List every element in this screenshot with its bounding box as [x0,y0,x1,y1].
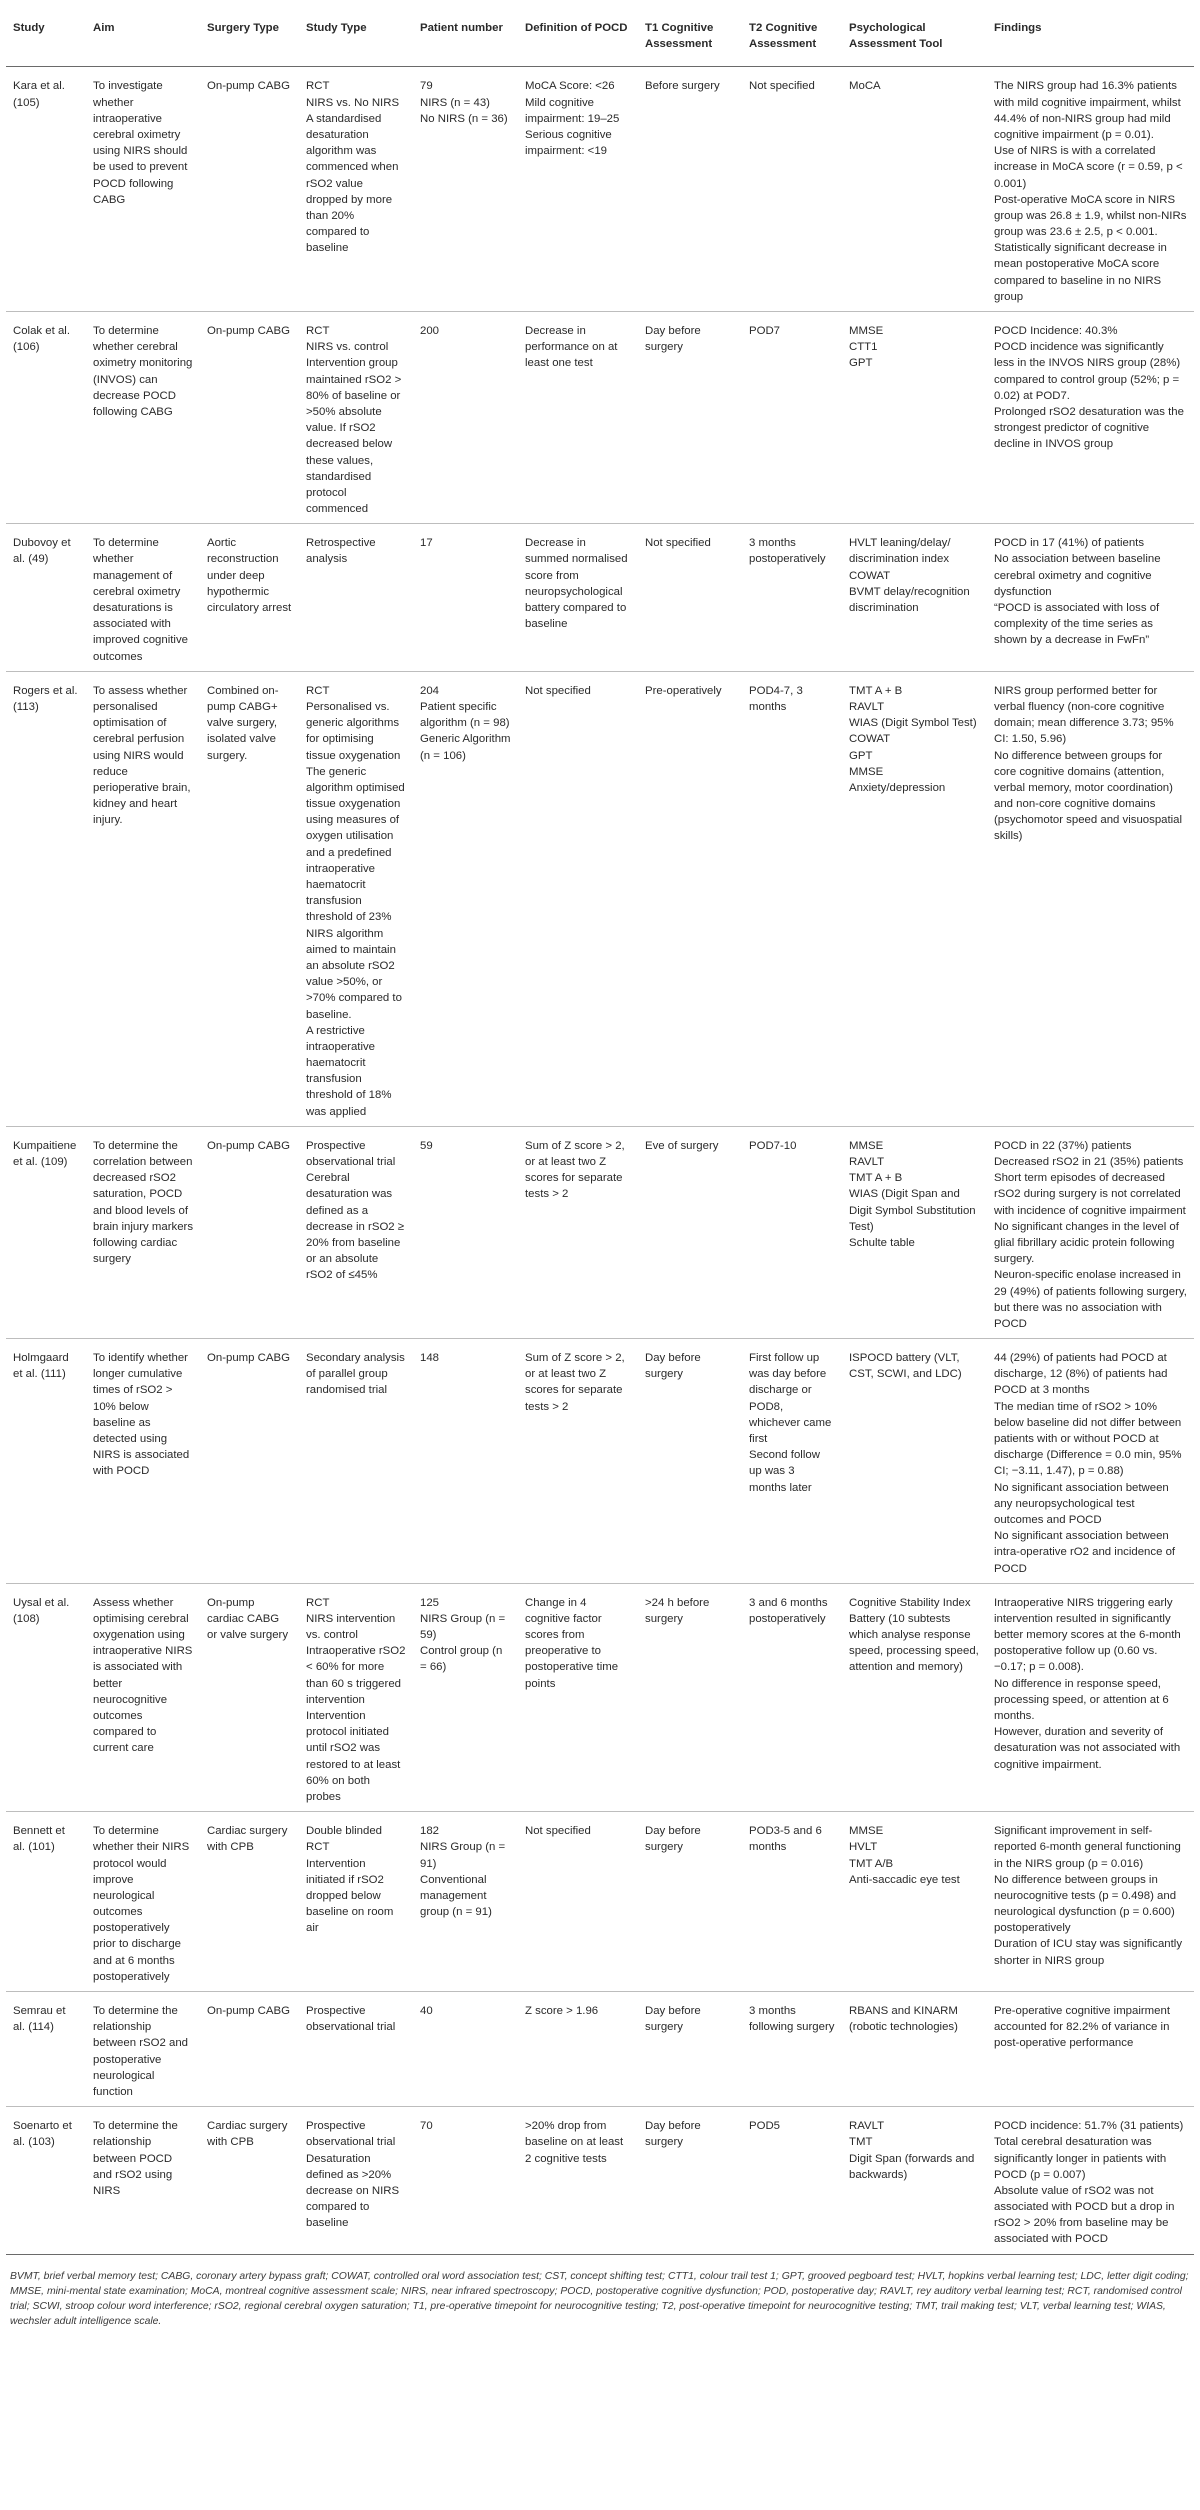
assessment-tool-cell-line: TMT A + B [849,684,903,697]
aim-cell-line: To determine the relationship between POCD and rSO2 using NIRS [93,2120,178,2197]
t2-assessment-cell [742,671,842,1126]
study-type-cell-line: Intraoperative rSO2 < 60% for more than 60 s triggered intervention [306,1645,406,1706]
study-type-cell-line: Retrospective analysis [306,537,376,566]
t2-assessment-cell-line: 3 months following surgery [749,2005,835,2034]
surgery-type-cell [200,1126,299,1338]
surgery-type-cell-line: On-pump CABG [207,1352,290,1365]
patient-number-cell-line: 70 [420,2120,433,2133]
aim-cell-line: To assess whether personalised optimisation of cerebral perfusion using NIRS would reduce perioperative brain, kidney and heart injury. [93,684,191,827]
patient-number-cell [413,67,518,312]
assessment-tool-cell-line: RAVLT [849,2120,885,2133]
t1-assessment-cell-line: Before surgery [645,80,720,93]
surgery-type-cell [200,524,299,672]
aim-cell-line: To determine whether their NIRS protocol would improve neurological outcomes postoperatively prior to discharge and at 6 months postoperatively [93,1825,190,1983]
findings-cell-line: Decreased rSO2 in 21 (35%) patients [994,1156,1184,1168]
study-type-cell-line: RCT [306,325,330,337]
study-cell-line: Bennett et al. (101) [13,1825,65,1854]
findings-cell [987,1992,1194,2107]
t2-assessment-cell [742,67,842,312]
t2-assessment-cell-line: Not specified [749,80,815,93]
study-type-cell-line: The generic algorithm optimised tissue oxygenation using measures of oxygen utilisation and a predefined intraoperative haematocrit transfusion threshold of 23% [306,765,405,924]
assessment-tool-cell [842,1992,987,2107]
assessment-tool-cell-line: COWAT [849,733,891,746]
t2-assessment-cell-line: First follow up was day before discharge or POD8, whichever came first [749,1352,832,1445]
pocd-definition-cell [518,1339,638,1584]
patient-number-cell-line: 40 [420,2005,433,2017]
patient-number-cell-line: NIRS (n = 43) [420,96,490,109]
pocd-definition-cell-line: Mild cognitive impairment: 19–25 [525,96,620,125]
surgery-type-cell [200,1583,299,1811]
findings-cell-line: No difference between groups in neurocognitive tests (p = 0.498) and neurological dysfunction (p = 0.600) postoperatively [994,1873,1177,1935]
table-footnote: BVMT, brief verbal memory test; CABG, coronary artery bypass graft; COWAT, controlled oral word association test; CST, concept shifting test; CTT1, colour trail test 1; GPT, grooved pegboard test; HVLT, hopkins verbal learning test; LDC, letter digit coding; MMSE, mini-mental state examination; MoCA, montreal cognitive assessment scale; NIRS, near infrared spectroscopy; POCD, postoperative cognitive dysfunction; POD, postoperative day; RAVLT, rey auditory verbal learning test; RCT, randomised control trial; SCWI, stroop colour word interference; rSO2, regional cerebral oxygen saturation; T1, pre-operative timepoint for neurocognitive testing; T2, post-operative timepoint for neurocognitive testing; TMT, trail making test; VLT, verbal learning test; WIAS, wechsler adult intelligence scale. [10,2270,1189,2327]
surgery-type-cell-line: Combined on-pump CABG+ valve surgery, isolated valve surgery. [207,684,279,762]
study-type-cell-line: A restrictive intraoperative haematocrit transfusion threshold of 18% was applied [306,1024,392,1118]
study-type-cell-line: RCT [306,80,330,93]
findings-cell-line: Post-operative MoCA score in NIRS group was 26.8 ± 1.9, whilst non-NIRs group was 23.6 ± 2.5, p < 0.001. [994,193,1187,239]
assessment-tool-cell-line: RAVLT [849,1156,885,1168]
study-type-cell-line: Prospective observational trial [306,2005,396,2034]
findings-cell-line: POCD in 17 (41%) of patients [994,537,1145,550]
assessment-tool-cell-line: TMT [849,2136,873,2149]
study-type-cell [299,1126,413,1338]
table-row [6,1812,1194,1992]
surgery-type-cell-line: On-pump CABG [207,2005,290,2017]
pocd-definition-cell [518,1583,638,1811]
findings-cell-line: No significant changes in the level of glial fibrillary acidic protein following surgery. [994,1220,1179,1266]
findings-cell [987,1339,1194,1584]
aim-cell-line: To determine the correlation between decreased rSO2 saturation, POCD and blood levels of brain injury markers following cardiac surgery [93,1139,194,1266]
findings-cell-line: Use of NIRS is with a correlated increase in MoCA score (r = 0.59, p < 0.001) [994,145,1183,190]
study-type-cell-line: RCT [306,684,330,697]
table-row [6,671,1194,1126]
t2-assessment-cell-line: Second follow up was 3 months later [749,1449,820,1494]
table-header [6,0,1194,67]
assessment-tool-cell-line: Cognitive Stability Index Battery (10 subtests which analyse response speed, processing speed, attention and memory) [849,1596,979,1674]
findings-cell-line: POCD incidence was significantly less in the INVOS NIRS group (28%) compared to control group (52%; p = 0.02) at POD7. [994,341,1181,402]
aim-cell-line: To investigate whether intraoperative cerebral oximetry using NIRS should be used to prevent POCD following CABG [93,80,188,206]
study-type-cell-line: NIRS intervention vs. control [306,1612,396,1642]
aim-cell-line: Assess whether optimising cerebral oxygenation using intraoperative NIRS is associated with better neurocognitive outcomes compared to current care [93,1596,193,1755]
patient-number-cell-line: 148 [420,1352,440,1365]
patient-number-cell [413,312,518,524]
t2-assessment-cell [742,1583,842,1811]
column-header-aim: Aim [86,0,200,67]
patient-number-cell-line: NIRS Group (n = 59) [420,1612,506,1642]
study-cell-line: Kara et al. (105) [13,80,65,109]
findings-cell-line: The median time of rSO2 > 10% below baseline did not differ between patients with or without POCD at discharge (Difference = 0.0 min, 95% CI; −3.11, 1.47), p = 0.88) [994,1400,1182,1478]
study-type-cell [299,1992,413,2107]
study-type-cell [299,1339,413,1584]
header-row [6,0,1194,67]
findings-cell-line: No difference in response speed, processing speed, or attention at 6 months. [994,1677,1169,1722]
study-cell [6,2107,86,2255]
assessment-tool-cell-line: Schulte table [849,1236,915,1249]
patient-number-cell-line: 182 [420,1825,440,1838]
assessment-tool-cell [842,2107,987,2255]
t1-assessment-cell-line: Day before surgery [645,1352,701,1381]
t1-assessment-cell-line: Day before surgery [645,2005,701,2034]
assessment-tool-cell-line: MMSE [849,325,884,337]
study-cell [6,67,86,312]
patient-number-cell-line: 200 [420,325,440,337]
surgery-type-cell-line: On-pump CABG [207,1139,290,1152]
table-body [6,67,1194,2254]
assessment-tool-cell-line: MMSE [849,1139,884,1152]
findings-cell-line: Duration of ICU stay was significantly shorter in NIRS group [994,1938,1183,1967]
patient-number-cell-line: 59 [420,1139,433,1152]
pocd-definition-cell-line: MoCA Score: <26 [525,80,615,93]
t1-assessment-cell-line: Pre-operatively [645,684,722,697]
assessment-tool-cell-line: MMSE [849,1825,884,1838]
t1-assessment-cell [638,524,742,672]
pocd-definition-cell-line: Not specified [525,684,591,697]
t2-assessment-cell [742,1812,842,1992]
assessment-tool-cell-line: COWAT [849,569,891,582]
patient-number-cell-line: NIRS Group (n = 91) [420,1841,506,1870]
pocd-definition-cell-line: Change in 4 cognitive factor scores from preoperative to postoperative time points [525,1596,619,1690]
study-cell-line: Dubovoy et al. (49) [13,537,71,566]
patient-number-cell-line: 125 [420,1596,440,1609]
patient-number-cell [413,1812,518,1992]
t2-assessment-cell-line: 3 and 6 months postoperatively [749,1596,828,1625]
findings-cell-line: Neuron-specific enolase increased in 29 (49%) of patients following surgery, but there was no association with POCD [994,1269,1187,1330]
assessment-tool-cell-line: Anti-saccadic eye test [849,1873,960,1886]
study-type-cell [299,524,413,672]
study-cell-line: Soenarto et al. (103) [13,2120,72,2149]
surgery-type-cell [200,1812,299,1992]
findings-cell-line: “POCD is associated with loss of complexity of the time series as shown by a decrease in FwFn” [994,602,1160,647]
study-type-cell-line: Intervention initiated if rSO2 dropped below baseline on room air [306,1857,394,1935]
t2-assessment-cell [742,1992,842,2107]
t1-assessment-cell-line: Day before surgery [645,325,701,354]
patient-number-cell [413,1126,518,1338]
assessment-tool-cell-line: ISPOCD battery (VLT, CST, SCWI, and LDC) [849,1352,962,1381]
assessment-tool-cell [842,671,987,1126]
column-header-assessment-tool: Psychological Assessment Tool [842,0,987,67]
t1-assessment-cell-line: Day before surgery [645,1825,701,1854]
aim-cell [86,1126,200,1338]
t1-assessment-cell [638,1126,742,1338]
findings-cell-line: Significant improvement in self-reported 6-month general functioning in the NIRS group (p = 0.016) [994,1825,1181,1870]
surgery-type-cell-line: Cardiac surgery with CPB [207,1825,288,1854]
t2-assessment-cell-line: POD3-5 and 6 months [749,1825,822,1854]
findings-cell-line: No significant association between intra-operative rO2 and incidence of POCD [994,1530,1176,1575]
findings-cell-line: No association between baseline cerebral oximetry and cognitive dysfunction [994,553,1161,598]
assessment-tool-cell [842,1339,987,1584]
t2-assessment-cell-line: POD4-7, 3 months [749,684,803,713]
assessment-tool-cell-line: RAVLT [849,700,885,713]
pocd-definition-cell-line: Sum of Z score > 2, or at least two Z scores for separate tests > 2 [525,1139,625,1201]
surgery-type-cell [200,671,299,1126]
assessment-tool-cell-line: BVMT delay/recognition discrimination [849,585,970,614]
study-type-cell-line: NIRS algorithm aimed to maintain an absolute rSO2 value >50%, or >70% compared to baseline. [306,927,402,1021]
study-cell-line: Semrau et al. (114) [13,2005,66,2034]
patient-number-cell-line: Patient specific algorithm (n = 98) [420,700,510,730]
patient-number-cell-line: 79 [420,80,433,93]
study-type-cell [299,671,413,1126]
findings-cell [987,2107,1194,2255]
findings-cell-line: Absolute value of rSO2 was not associated with POCD but a drop in rSO2 > 20% from baseline may be associated with POCD [994,2184,1175,2246]
table-row [6,1126,1194,1338]
findings-cell-line: Total cerebral desaturation was significantly longer in patients with POCD (p = 0.007) [994,2136,1167,2181]
surgery-type-cell-line: On-pump CABG [207,325,290,337]
pocd-definition-cell [518,2107,638,2255]
study-type-cell [299,2107,413,2255]
pocd-definition-cell-line: >20% drop from baseline on at least 2 cognitive tests [525,2120,624,2165]
assessment-tool-cell-line: Anxiety/depression [849,781,946,794]
findings-cell-line: POCD in 22 (37%) patients [994,1139,1132,1152]
table-row [6,524,1194,672]
pocd-definition-cell [518,1126,638,1338]
study-type-cell-line: Double blinded RCT [306,1825,382,1854]
pocd-definition-cell [518,1992,638,2107]
assessment-tool-cell-line: Digit Span (forwards and backwards) [849,2152,975,2181]
findings-cell-line: Statistically significant decrease in mean postoperative MoCA score compared to baseline in no NIRS group [994,242,1167,303]
t1-assessment-cell [638,312,742,524]
t1-assessment-cell [638,671,742,1126]
t2-assessment-cell [742,1126,842,1338]
aim-cell [86,671,200,1126]
findings-cell-line: POCD incidence: 51.7% (31 patients) [994,2120,1184,2133]
t2-assessment-cell [742,524,842,672]
surgery-type-cell-line: On-pump CABG [207,80,290,93]
study-type-cell-line: Desaturation defined as >20% decrease on NIRS compared to baseline [306,2152,400,2230]
study-cell-line: Rogers et al. (113) [13,684,78,713]
patient-number-cell-line: Conventional management group (n = 91) [420,1873,492,1919]
findings-cell [987,524,1194,672]
column-header-surgery-type: Surgery Type [200,0,299,67]
surgery-type-cell-line: Aortic reconstruction under deep hypothermic circulatory arrest [207,537,292,614]
pocd-definition-cell [518,1812,638,1992]
pocd-definition-cell-line: Decrease in summed normalised score from neuropsychological battery compared to baseline [525,537,628,631]
pocd-definition-cell-line: Decrease in performance on at least one test [525,325,618,370]
pocd-definition-cell-line: Not specified [525,1825,591,1838]
aim-cell [86,1583,200,1811]
findings-cell-line: Intraoperative NIRS triggering early intervention resulted in significantly better memory scores at the 6-month postoperative follow up (0.60 vs. −0.17; p = 0.008). [994,1596,1181,1674]
assessment-tool-cell-line: RBANS and KINARM (robotic technologies) [849,2005,958,2034]
table-row [6,1992,1194,2107]
aim-cell-line: To determine whether cerebral oximetry monitoring (INVOS) can decrease POCD following CABG [93,325,193,418]
findings-cell-line: The NIRS group had 16.3% patients with mild cognitive impairment, whilst 44.4% of non-NIRS group had mild cognitive impairment (p = 0.01). [994,80,1181,141]
findings-cell [987,312,1194,524]
aim-cell [86,524,200,672]
study-cell [6,671,86,1126]
aim-cell [86,1992,200,2107]
t1-assessment-cell [638,2107,742,2255]
pocd-definition-cell-line: Serious cognitive impairment: <19 [525,128,612,158]
surgery-type-cell [200,312,299,524]
findings-cell-line: POCD Incidence: 40.3% [994,325,1118,337]
study-type-cell-line: Intervention group maintained rSO2 > 80% of baseline or >50% absolute value. If rSO2 decreased below these values, standardised protocol commenced [306,357,402,516]
findings-cell [987,1583,1194,1811]
assessment-tool-cell [842,1583,987,1811]
study-cell [6,1583,86,1811]
study-type-cell-line: Cerebral desaturation was defined as a decrease in rSO2 ≥ 20% from baseline or an absolute rSO2 of ≤45% [306,1172,405,1282]
assessment-tool-cell [842,524,987,672]
patient-number-cell-line: 17 [420,537,433,550]
assessment-tool-cell-line: MMSE [849,765,884,778]
studies-table [6,0,1194,2255]
assessment-tool-cell [842,1126,987,1338]
study-cell-line: Holmgaard et al. (111) [13,1352,69,1381]
t1-assessment-cell [638,1583,742,1811]
aim-cell [86,2107,200,2255]
findings-cell [987,1126,1194,1338]
t2-assessment-cell [742,1339,842,1584]
findings-cell [987,67,1194,312]
assessment-tool-cell-line: MoCA [849,80,881,93]
t1-assessment-cell-line: Not specified [645,537,711,550]
study-type-cell-line: Personalised vs. generic algorithms for optimising tissue oxygenation [306,700,401,762]
patient-number-cell [413,2107,518,2255]
study-type-cell-line: NIRS vs. No NIRS [306,96,400,109]
surgery-type-cell [200,2107,299,2255]
column-header-study-type: Study Type [299,0,413,67]
study-type-cell-line: RCT [306,1596,330,1609]
patient-number-cell [413,524,518,672]
t2-assessment-cell [742,312,842,524]
patient-number-cell [413,1992,518,2107]
pocd-definition-cell [518,312,638,524]
surgery-type-cell-line: Cardiac surgery with CPB [207,2120,288,2149]
findings-cell-line: Pre-operative cognitive impairment accounted for 82.2% of variance in post-operative performance [994,2005,1170,2050]
t1-assessment-cell [638,67,742,312]
study-cell-line: Colak et al. (106) [13,325,70,354]
aim-cell [86,1339,200,1584]
findings-cell-line: NIRS group performed better for verbal fluency (non-core cognitive domain; mean difference 3.73; 95% CI: 1.50, 5.96) [994,684,1174,746]
findings-cell-line: However, duration and severity of desaturation was not associated with cognitive impairment. [994,1726,1181,1771]
study-type-cell-line: NIRS vs. control [306,341,389,354]
assessment-tool-cell [842,312,987,524]
study-cell-line: Kumpaitiene et al. (109) [13,1139,77,1168]
assessment-tool-cell-line: HVLT [849,1841,878,1854]
column-header-patient-number: Patient number [413,0,518,67]
study-type-cell [299,67,413,312]
study-type-cell [299,1583,413,1811]
t2-assessment-cell-line: POD5 [749,2120,781,2133]
table-row [6,1583,1194,1811]
patient-number-cell-line: 204 [420,684,440,697]
study-type-cell [299,1812,413,1992]
column-header-study: Study [6,0,86,67]
assessment-tool-cell-line: HVLT leaning/delay/ discrimination index [849,537,951,566]
table-row [6,67,1194,312]
study-cell-line: Uysal et al. (108) [13,1596,70,1625]
patient-number-cell-line: Generic Algorithm (n = 106) [420,733,511,762]
findings-cell-line: 44 (29%) of patients had POCD at discharge, 12 (8%) of patients had POCD at 3 months [994,1352,1168,1397]
study-type-cell-line: Secondary analysis of parallel group randomised trial [306,1352,405,1397]
findings-cell [987,671,1194,1126]
study-type-cell [299,312,413,524]
aim-cell-line: To determine the relationship between rSO2 and postoperative neurological function [93,2005,188,2098]
study-type-cell-line: Intervention protocol initiated until rSO2 was restored to at least 60% on both probes [306,1710,401,1803]
study-cell [6,1126,86,1338]
t1-assessment-cell [638,1339,742,1584]
pocd-definition-cell [518,67,638,312]
assessment-tool-cell-line: GPT [849,357,873,370]
table-row [6,2107,1194,2255]
study-cell [6,312,86,524]
t1-assessment-cell-line: Eve of surgery [645,1139,719,1152]
t2-assessment-cell-line: 3 months postoperatively [749,537,826,566]
pocd-definition-cell [518,671,638,1126]
t2-assessment-cell-line: POD7 [749,325,781,337]
assessment-tool-cell-line: TMT A/B [849,1857,894,1870]
study-type-cell-line: A standardised desaturation algorithm was commenced when rSO2 value dropped by more than 20% compared to baseline [306,112,399,255]
assessment-tool-cell [842,1812,987,1992]
study-type-cell-line: Prospective observational trial [306,2120,396,2149]
t2-assessment-cell [742,2107,842,2255]
patient-number-cell [413,671,518,1126]
assessment-tool-cell-line: TMT A + B [849,1172,903,1185]
aim-cell [86,67,200,312]
assessment-tool-cell-line: CTT1 [849,341,878,354]
t1-assessment-cell [638,1812,742,1992]
column-header-t2-assessment: T2 Cognitive Assessment [742,0,842,67]
surgery-type-cell [200,1992,299,2107]
column-header-t1-assessment: T1 Cognitive Assessment [638,0,742,67]
assessment-tool-cell-line: WIAS (Digit Span and Digit Symbol Substitution Test) [849,1188,976,1233]
findings-cell-line: No difference between groups for core cognitive domains (attention, verbal memory, motor coordination) and non-core cognitive domains (psychomotor speed and visuospatial skills) [994,749,1183,843]
pocd-definition-cell-line: Z score > 1.96 [525,2005,599,2017]
surgery-type-cell [200,67,299,312]
column-header-findings: Findings [987,0,1194,67]
assessment-tool-cell [842,67,987,312]
study-cell [6,1339,86,1584]
pocd-definition-cell-line: Sum of Z score > 2, or at least two Z scores for separate tests > 2 [525,1352,625,1413]
t1-assessment-cell-line: >24 h before surgery [645,1596,710,1625]
aim-cell-line: To identify whether longer cumulative times of rSO2 > 10% below baseline as detected using NIRS is associated with POCD [93,1352,190,1478]
aim-cell-line: To determine whether management of cerebral oximetry desaturations is associated with improved cognitive outcomes [93,537,188,663]
t2-assessment-cell-line: POD7-10 [749,1139,797,1152]
patient-number-cell-line: Control group (n = 66) [420,1645,503,1674]
findings-cell [987,1812,1194,1992]
findings-cell-line: No significant association between any neuropsychological test outcomes and POCD [994,1481,1169,1526]
table-row [6,312,1194,524]
findings-cell-line: Prolonged rSO2 desaturation was the strongest predictor of cognitive decline in INVOS group [994,405,1184,451]
table-row [6,1339,1194,1584]
study-cell [6,1992,86,2107]
t1-assessment-cell [638,1992,742,2107]
assessment-tool-cell-line: GPT [849,749,873,762]
patient-number-cell [413,1583,518,1811]
surgery-type-cell [200,1339,299,1584]
t1-assessment-cell-line: Day before surgery [645,2120,701,2149]
study-cell [6,1812,86,1992]
aim-cell [86,312,200,524]
surgery-type-cell-line: On-pump cardiac CABG or valve surgery [207,1596,289,1642]
study-type-cell-line: Prospective observational trial [306,1139,396,1168]
aim-cell [86,1812,200,1992]
findings-cell-line: Short term episodes of decreased rSO2 during surgery is not correlated with incidence of cognitive impairment [994,1172,1186,1217]
study-cell [6,524,86,672]
column-header-pocd-definition: Definition of POCD [518,0,638,67]
pocd-definition-cell [518,524,638,672]
patient-number-cell-line: No NIRS (n = 36) [420,112,508,125]
assessment-tool-cell-line: WIAS (Digit Symbol Test) [849,717,977,730]
patient-number-cell [413,1339,518,1584]
